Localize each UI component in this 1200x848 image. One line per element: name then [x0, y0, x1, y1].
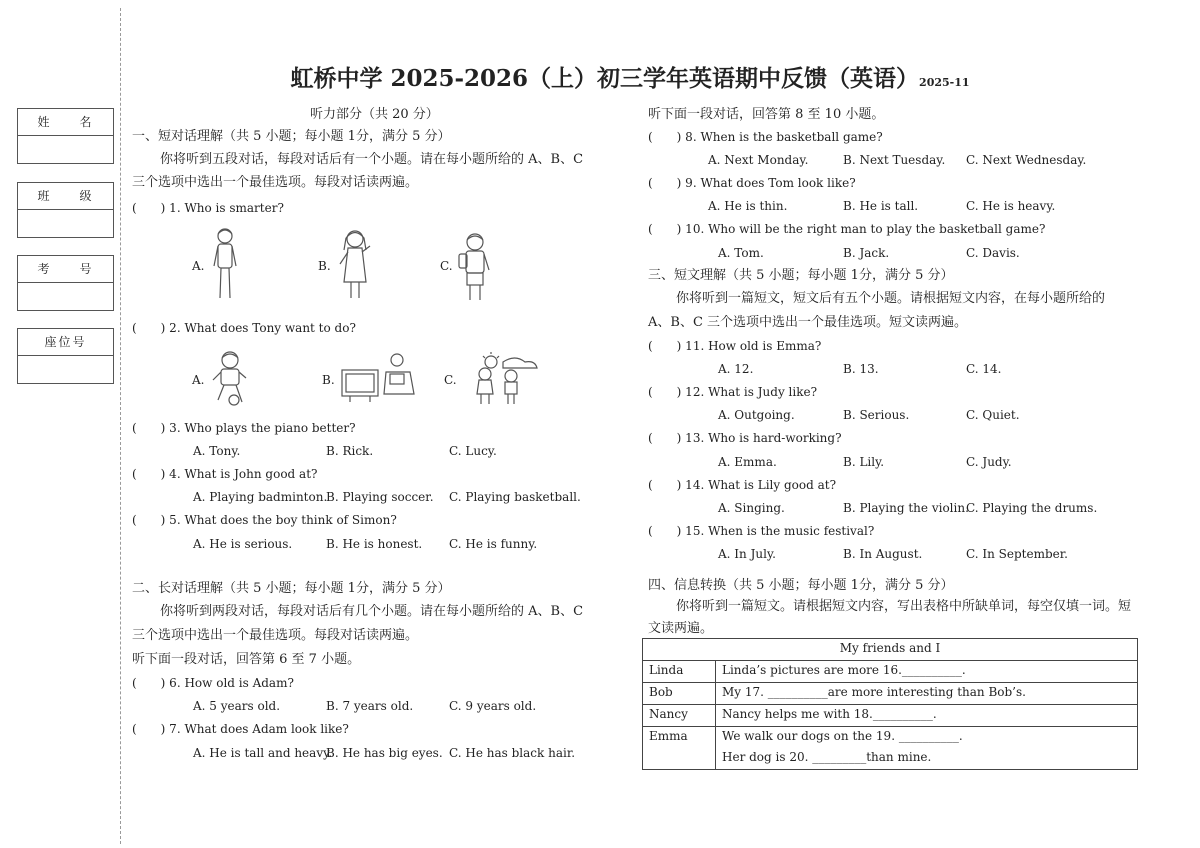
row-text[interactable]: Linda’s pictures are more 16.__________. [716, 661, 1138, 683]
section2-title: 二、长对话理解（共 5 小题；每小题 1分，满分 5 分） [132, 581, 451, 596]
q15-option-c: C. In September. [966, 547, 1068, 561]
boy-watching-tv-figure [340, 352, 420, 404]
name-label: 姓 名 [18, 109, 113, 136]
section4-instruction-2: 文读两遍。 [648, 621, 714, 636]
row-name: Linda [643, 661, 716, 683]
q3-option-c: C. Lucy. [449, 444, 497, 458]
table-row [643, 748, 1138, 770]
question-14: ( ) 14. What is Lily good at? [648, 478, 837, 492]
section1-instruction-2: 三个选项中选出一个最佳选项。每段对话读两遍。 [132, 175, 419, 190]
question-7: ( ) 7. What does Adam look like? [132, 722, 349, 736]
row-name: Bob [643, 683, 716, 705]
q11-option-c: C. 14. [966, 362, 1002, 376]
section2-instruction-1: 你将听到两段对话，每段对话后有几个小题。请在每小题所给的 A、B、C [160, 604, 584, 619]
name-box[interactable] [17, 108, 114, 164]
q9-option-c: C. He is heavy. [966, 199, 1056, 213]
row-name: Nancy [643, 705, 716, 727]
table-row [643, 727, 1138, 749]
question-2: ( ) 2. What does Tony want to do? [132, 321, 356, 335]
question-12: ( ) 12. What is Judy like? [648, 385, 818, 399]
section4-instruction-1: 你将听到一篇短文。请根据短文内容，写出表格中所缺单词，每空仅填一词。短 [676, 599, 1132, 614]
question-6: ( ) 6. How old is Adam? [132, 676, 294, 690]
row-text[interactable]: Nancy helps me with 18.__________. [716, 705, 1138, 727]
q7-option-c: C. He has black hair. [449, 746, 576, 760]
q3-option-a: A. Tony. [193, 444, 241, 458]
question-3: ( ) 3. Who plays the piano better? [132, 421, 356, 435]
seat-number-field[interactable] [18, 356, 113, 383]
title-date: 2025-11 [919, 76, 970, 89]
q4-option-a: A. Playing badminton. [193, 490, 328, 504]
section1-title: 一、短对话理解（共 5 小题；每小题 1分，满分 5 分） [132, 129, 451, 144]
row-text[interactable]: My 17. __________are more interesting than Bob’s. [716, 683, 1138, 705]
q12-option-a: A. Outgoing. [718, 408, 795, 422]
exam-number-label: 考 号 [18, 256, 113, 283]
exam-number-field[interactable] [18, 283, 113, 310]
q6-option-b: B. 7 years old. [326, 699, 414, 713]
q1-label-c: C. [440, 259, 453, 273]
table-row [643, 705, 1138, 727]
table-header: My friends and I [643, 639, 1138, 661]
q11-option-b: B. 13. [843, 362, 879, 376]
binding-line [120, 8, 121, 844]
q2-label-b: B. [322, 373, 335, 387]
q4-option-c: C. Playing basketball. [449, 490, 581, 504]
q10-option-c: C. Davis. [966, 246, 1020, 260]
section3-title: 三、短文理解（共 5 小题；每小题 1分，满分 5 分） [648, 268, 954, 283]
q12-option-b: B. Serious. [843, 408, 910, 422]
boy-with-backpack-figure [455, 232, 495, 304]
table-row [643, 683, 1138, 705]
q12-option-c: C. Quiet. [966, 408, 1020, 422]
class-label: 班 级 [18, 183, 113, 210]
section3-instruction-1: 你将听到一篇短文，短文后有五个小题。请根据短文内容，在每小题所给的 [676, 291, 1106, 306]
title-main: 虹桥中学 2025-2026（上）初三学年英语期中反馈（英语） [290, 65, 920, 92]
q13-option-b: B. Lily. [843, 455, 885, 469]
table-row [643, 661, 1138, 683]
question-15: ( ) 15. When is the music festival? [648, 524, 875, 538]
q2-label-c: C. [444, 373, 457, 387]
q9-option-a: A. He is thin. [708, 199, 788, 213]
section2-lead-1: 听下面一段对话，回答第 6 至 7 小题。 [132, 652, 361, 667]
listening-header: 听力部分（共 20 分） [310, 107, 439, 122]
q10-option-b: B. Jack. [843, 246, 890, 260]
q7-option-b: B. He has big eyes. [326, 746, 443, 760]
question-1: ( ) 1. Who is smarter? [132, 201, 284, 215]
q4-option-b: B. Playing soccer. [326, 490, 434, 504]
q14-option-a: A. Singing. [718, 501, 785, 515]
thin-boy-figure [210, 226, 240, 302]
section2-instruction-2: 三个选项中选出一个最佳选项。每段对话读两遍。 [132, 628, 419, 643]
question-9: ( ) 9. What does Tom look like? [648, 176, 856, 190]
boy-playing-figure [210, 350, 250, 408]
friends-table [642, 638, 1138, 770]
question-10: ( ) 10. Who will be the right man to play the basketball game? [648, 222, 1046, 236]
q3-option-b: B. Rick. [326, 444, 374, 458]
q14-option-b: B. Playing the violin. [843, 501, 969, 515]
row-text[interactable]: Her dog is 20. _________than mine. [716, 748, 1138, 770]
q13-option-c: C. Judy. [966, 455, 1012, 469]
section1-instruction-1: 你将听到五段对话，每段对话后有一个小题。请在每小题所给的 A、B、C [160, 152, 584, 167]
q15-option-b: B. In August. [843, 547, 923, 561]
row-name: Emma [643, 727, 716, 770]
question-8: ( ) 8. When is the basketball game? [648, 130, 883, 144]
seat-number-label: 座位号 [18, 329, 113, 356]
q8-option-a: A. Next Monday. [708, 153, 809, 167]
q1-label-b: B. [318, 259, 331, 273]
q8-option-b: B. Next Tuesday. [843, 153, 946, 167]
page-title [0, 60, 1200, 93]
q2-label-a: A. [192, 373, 205, 387]
name-field[interactable] [18, 136, 113, 163]
q14-option-c: C. Playing the drums. [966, 501, 1098, 515]
section3-instruction-2: A、B、C 三个选项中选出一个最佳选项。短文读两遍。 [648, 315, 968, 330]
kids-outdoors-figure [463, 352, 541, 406]
seat-number-box[interactable] [17, 328, 114, 384]
q10-option-a: A. Tom. [718, 246, 764, 260]
q15-option-a: A. In July. [718, 547, 776, 561]
q5-option-b: B. He is honest. [326, 537, 423, 551]
q6-option-a: A. 5 years old. [193, 699, 281, 713]
question-4: ( ) 4. What is John good at? [132, 467, 318, 481]
section4-title: 四、信息转换（共 5 小题；每小题 1分，满分 5 分） [648, 578, 954, 593]
q9-option-b: B. He is tall. [843, 199, 919, 213]
q11-option-a: A. 12. [718, 362, 754, 376]
question-13: ( ) 13. Who is hard-working? [648, 431, 842, 445]
class-field[interactable] [18, 210, 113, 237]
q1-label-a: A. [192, 259, 205, 273]
class-box[interactable] [17, 182, 114, 238]
q6-option-c: C. 9 years old. [449, 699, 537, 713]
question-5: ( ) 5. What does the boy think of Simon? [132, 513, 397, 527]
q13-option-a: A. Emma. [718, 455, 777, 469]
question-11: ( ) 11. How old is Emma? [648, 339, 822, 353]
section2-lead-2: 听下面一段对话，回答第 8 至 10 小题。 [648, 107, 885, 122]
exam-number-box[interactable] [17, 255, 114, 311]
row-text[interactable]: We walk our dogs on the 19. __________. [716, 727, 1138, 749]
girl-figure [336, 228, 374, 302]
q5-option-c: C. He is funny. [449, 537, 538, 551]
q5-option-a: A. He is serious. [193, 537, 293, 551]
q8-option-c: C. Next Wednesday. [966, 153, 1087, 167]
q7-option-a: A. He is tall and heavy. [193, 746, 333, 760]
